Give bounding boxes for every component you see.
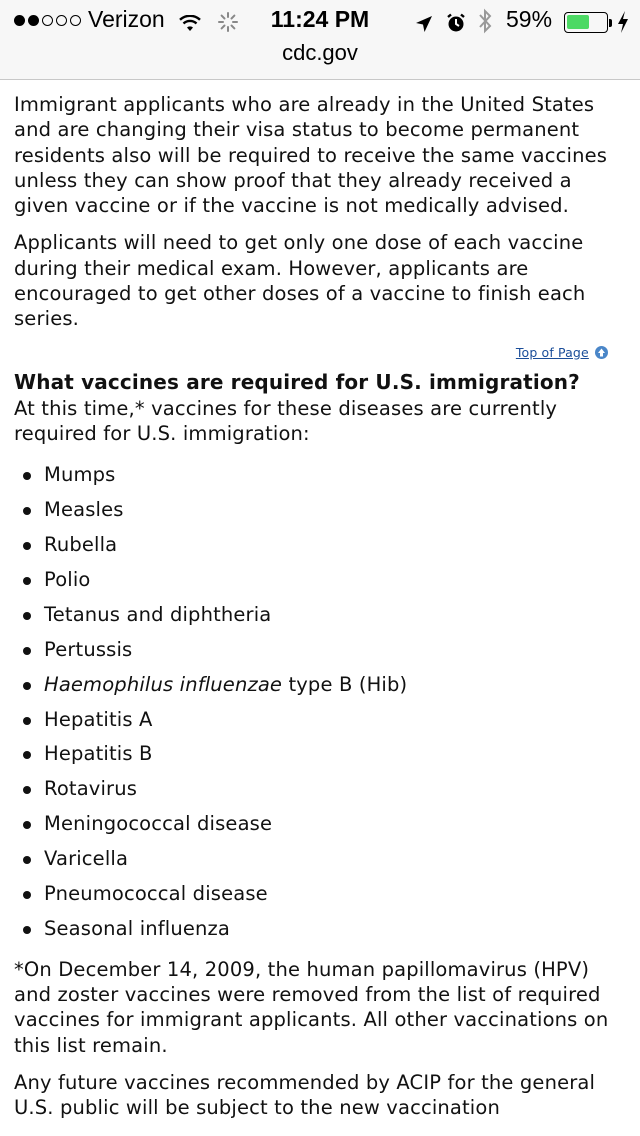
list-item: Rubella — [14, 528, 614, 563]
list-item: Mumps — [14, 458, 614, 493]
address-bar-url[interactable]: cdc.gov — [282, 40, 358, 65]
list-item: Hepatitis A — [14, 703, 614, 738]
alarm-clock-icon — [446, 12, 466, 39]
arrow-up-circle-icon[interactable] — [595, 346, 608, 359]
top-of-page-row — [14, 344, 608, 362]
paragraph-status-change: Immigrant applicants who are already in the United States and are changing their visa status to become permanent residents also will be required to receive the same vaccines unless they can show proof that they already received a given vaccine or if the vaccine is not medically advised. — [14, 93, 608, 218]
battery-fill — [567, 15, 589, 29]
paragraph-future-vaccines: Any future vaccines recommended by ACIP for the general U.S. public will be subject to the new vaccination — [14, 1070, 596, 1120]
footnote-hpv: *On December 14, 2009, the human papillomavirus (HPV) and zoster vaccines were removed from the list of required vaccines for immigrant applicants. All other vaccinations on this list remain. — [14, 957, 609, 1057]
paragraph-one-dose: Applicants will need to get only one dose of each vaccine during their medical exam. However, applicants are encouraged to get other doses of a vaccine to finish each series. — [14, 231, 586, 331]
list-item: Pneumococcal disease — [14, 877, 614, 912]
charging-bolt-icon — [617, 10, 629, 40]
list-item: Meningococcal disease — [14, 807, 614, 842]
vaccine-list — [14, 458, 614, 946]
section-heading: What vaccines are required for U.S. immigration? — [14, 369, 580, 394]
bluetooth-icon — [478, 8, 492, 40]
list-item: Seasonal influenza — [14, 912, 614, 947]
intro-text: At this time,* vaccines for these diseases are currently required for U.S. immigration: — [14, 396, 558, 445]
top-of-page-link[interactable]: Top of Page — [515, 344, 589, 360]
article-content — [14, 92, 614, 1133]
carrier-name: Verizon — [88, 6, 165, 32]
list-item: Pertussis — [14, 633, 614, 668]
location-arrow-icon — [415, 12, 433, 39]
list-item: Rotavirus — [14, 772, 614, 807]
clock-time: 11:24 PM — [270, 6, 370, 32]
hib-italic-name: Haemophilus influenzae — [44, 672, 283, 696]
list-item: Measles — [14, 493, 614, 528]
ios-status-row — [0, 4, 640, 38]
list-item: Varicella — [14, 842, 614, 877]
list-item: Hepatitis B — [14, 737, 614, 772]
list-item: Polio — [14, 563, 614, 598]
battery-percent: 59% — [506, 6, 553, 32]
battery-cap — [609, 19, 612, 27]
list-item: Tetanus and diphtheria — [14, 598, 614, 633]
battery-icon — [564, 12, 608, 33]
browser-status-bar — [0, 0, 640, 80]
hib-suffix: type B (Hib) — [282, 672, 408, 696]
list-item-hib — [14, 668, 614, 703]
